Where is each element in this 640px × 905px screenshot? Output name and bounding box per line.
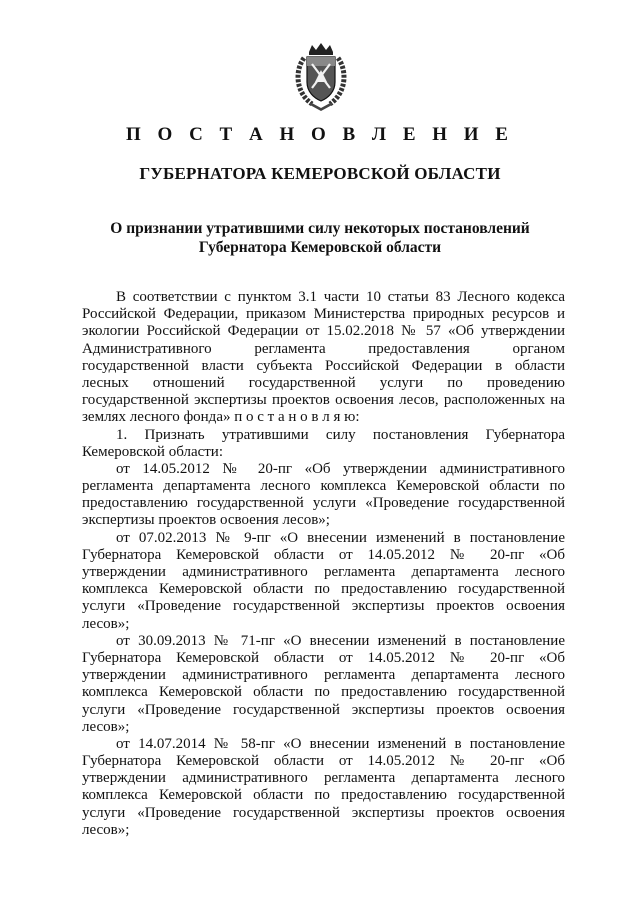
body-line: Российской Федерации, приказом Министерства природных ресурсов и <box>82 306 565 323</box>
body-line: Губернатора Кемеровской области от 14.05.2012 № 20-пг «Об <box>82 546 565 563</box>
body-line: утверждении административного регламента департамента лесного <box>82 564 565 580</box>
coat-of-arms-icon <box>292 42 350 112</box>
body-line: землях лесного фонда» п о с т а н о в л я ю: <box>82 409 360 426</box>
body-line: лесов»; <box>82 718 130 735</box>
body-line: комплекса Кемеровской области по предоставлению государственной <box>82 581 565 598</box>
body-line: предоставлению государственной услуги «Проведение государственной <box>82 495 565 512</box>
body-line: лесов»; <box>82 821 130 838</box>
body-line: государственной власти субъекта Российской Федерации в области <box>82 357 565 374</box>
body-line: от 07.02.2013 № 9-пг «О внесении изменений в постановление <box>116 529 565 546</box>
body-line: услуги «Проведение государственной экспертизы проектов освоения <box>82 804 565 821</box>
document-title: П О С Т А Н О В Л Е Н И Е <box>126 124 514 145</box>
body-line: услуги «Проведение государственной экспертизы проектов освоения <box>82 701 565 718</box>
body-line: утверждении административного регламента департамента лесного <box>82 667 565 684</box>
body-line: регламента департамента лесного комплекса Кемеровской области по <box>82 478 565 495</box>
body-line: лесных отношений государственной услуги по проведению <box>82 374 565 391</box>
body-line: комплекса Кемеровской области по предоставлению государственной <box>82 684 565 701</box>
body-line: Кемеровской области: <box>82 443 224 460</box>
body-line: экологии Российской Федерации от 15.02.2018 № 57 «Об утверждении <box>82 323 565 340</box>
document-body <box>82 289 565 839</box>
body-line: услуги «Проведение государственной экспертизы проектов освоения <box>82 598 565 615</box>
body-line: от 14.07.2014 № 58-пг «О внесении изменений в постановление <box>116 735 565 752</box>
body-line: от 14.05.2012 № 20-пг «Об утверждении административного <box>116 460 565 477</box>
body-line: комплекса Кемеровской области по предоставлению государственной <box>82 787 565 804</box>
body-line: от 30.09.2013 № 71-пг «О внесении изменений в постановление <box>116 632 565 649</box>
body-line: 1. Признать утратившими силу постановления Губернатора <box>116 426 565 443</box>
heading-line: О признании утратившими силу некоторых постановлений <box>110 220 530 237</box>
body-line: утверждении административного регламента департамента лесного <box>82 770 565 787</box>
document-subtitle: ГУБЕРНАТОРА КЕМЕРОВСКОЙ ОБЛАСТИ <box>139 164 501 183</box>
heading-line: Губернатора Кемеровской области <box>198 239 442 256</box>
body-line: Административного регламента предоставления органом <box>82 340 565 357</box>
body-line: экспертизы проектов освоения лесов»; <box>82 512 330 529</box>
body-line: В соответствии с пунктом 3.1 части 10 статьи 83 Лесного кодекса <box>116 289 565 305</box>
body-line: Губернатора Кемеровской области от 14.05.2012 № 20-пг «Об <box>82 753 565 770</box>
body-line: Губернатора Кемеровской области от 14.05.2012 № 20-пг «Об <box>82 649 565 666</box>
body-line: государственной экспертизы проектов освоения лесов, расположенных на <box>82 392 565 409</box>
body-line: лесов»; <box>82 615 130 632</box>
document-heading <box>80 219 560 257</box>
